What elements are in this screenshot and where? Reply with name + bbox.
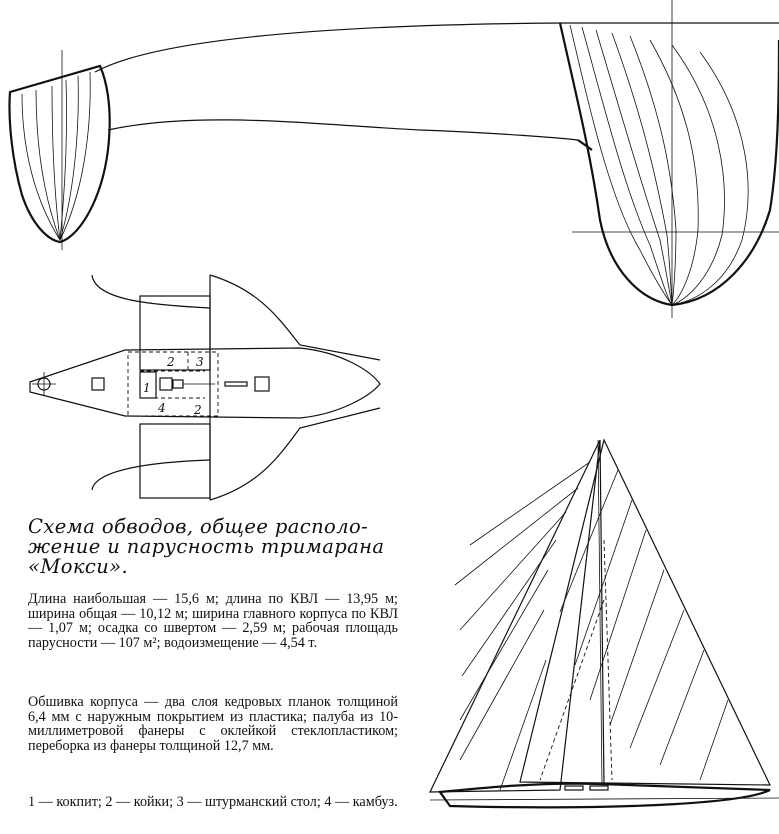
plan-label-2a: 2	[167, 355, 175, 369]
float-hull-lines	[10, 50, 110, 250]
body-plan-section	[10, 0, 779, 318]
plan-label-4: 4	[158, 401, 166, 415]
figure-caption: Схема обводов, общее располо- жение и парусность тримарана «Мокси».	[28, 515, 385, 578]
plan-label-3: 3	[196, 355, 204, 369]
legend-text: 1 — кокпит; 2 — койки; 3 — штурманский стол; 4 — камбуз.	[28, 794, 398, 810]
plan-label-2b: 2	[194, 403, 202, 417]
specifications-text: Длина наибольшая — 15,6 м; длина по КВЛ — 13,95 м; ширина общая — 10,12 м; ширина главного корпуса по КВЛ — 1,07 м; осадка со швертом — 2,59 м; рабочая площадь парусности — 107 м²; водоизмещение — 4,54 т.	[28, 591, 398, 651]
construction-text: Обшивка корпуса — два слоя кедровых планок толщиной 6,4 мм с наружным покрытием из пластика; палуба из 10-миллиметровой фанеры с оклейкой стеклопластиком; переборка из фанеры толщиной 12,7 мм.	[28, 694, 398, 754]
main-hull-lines	[560, 0, 779, 318]
sail-plan	[430, 440, 779, 807]
general-arrangement-plan	[30, 275, 380, 500]
plan-label-1: 1	[143, 381, 151, 395]
